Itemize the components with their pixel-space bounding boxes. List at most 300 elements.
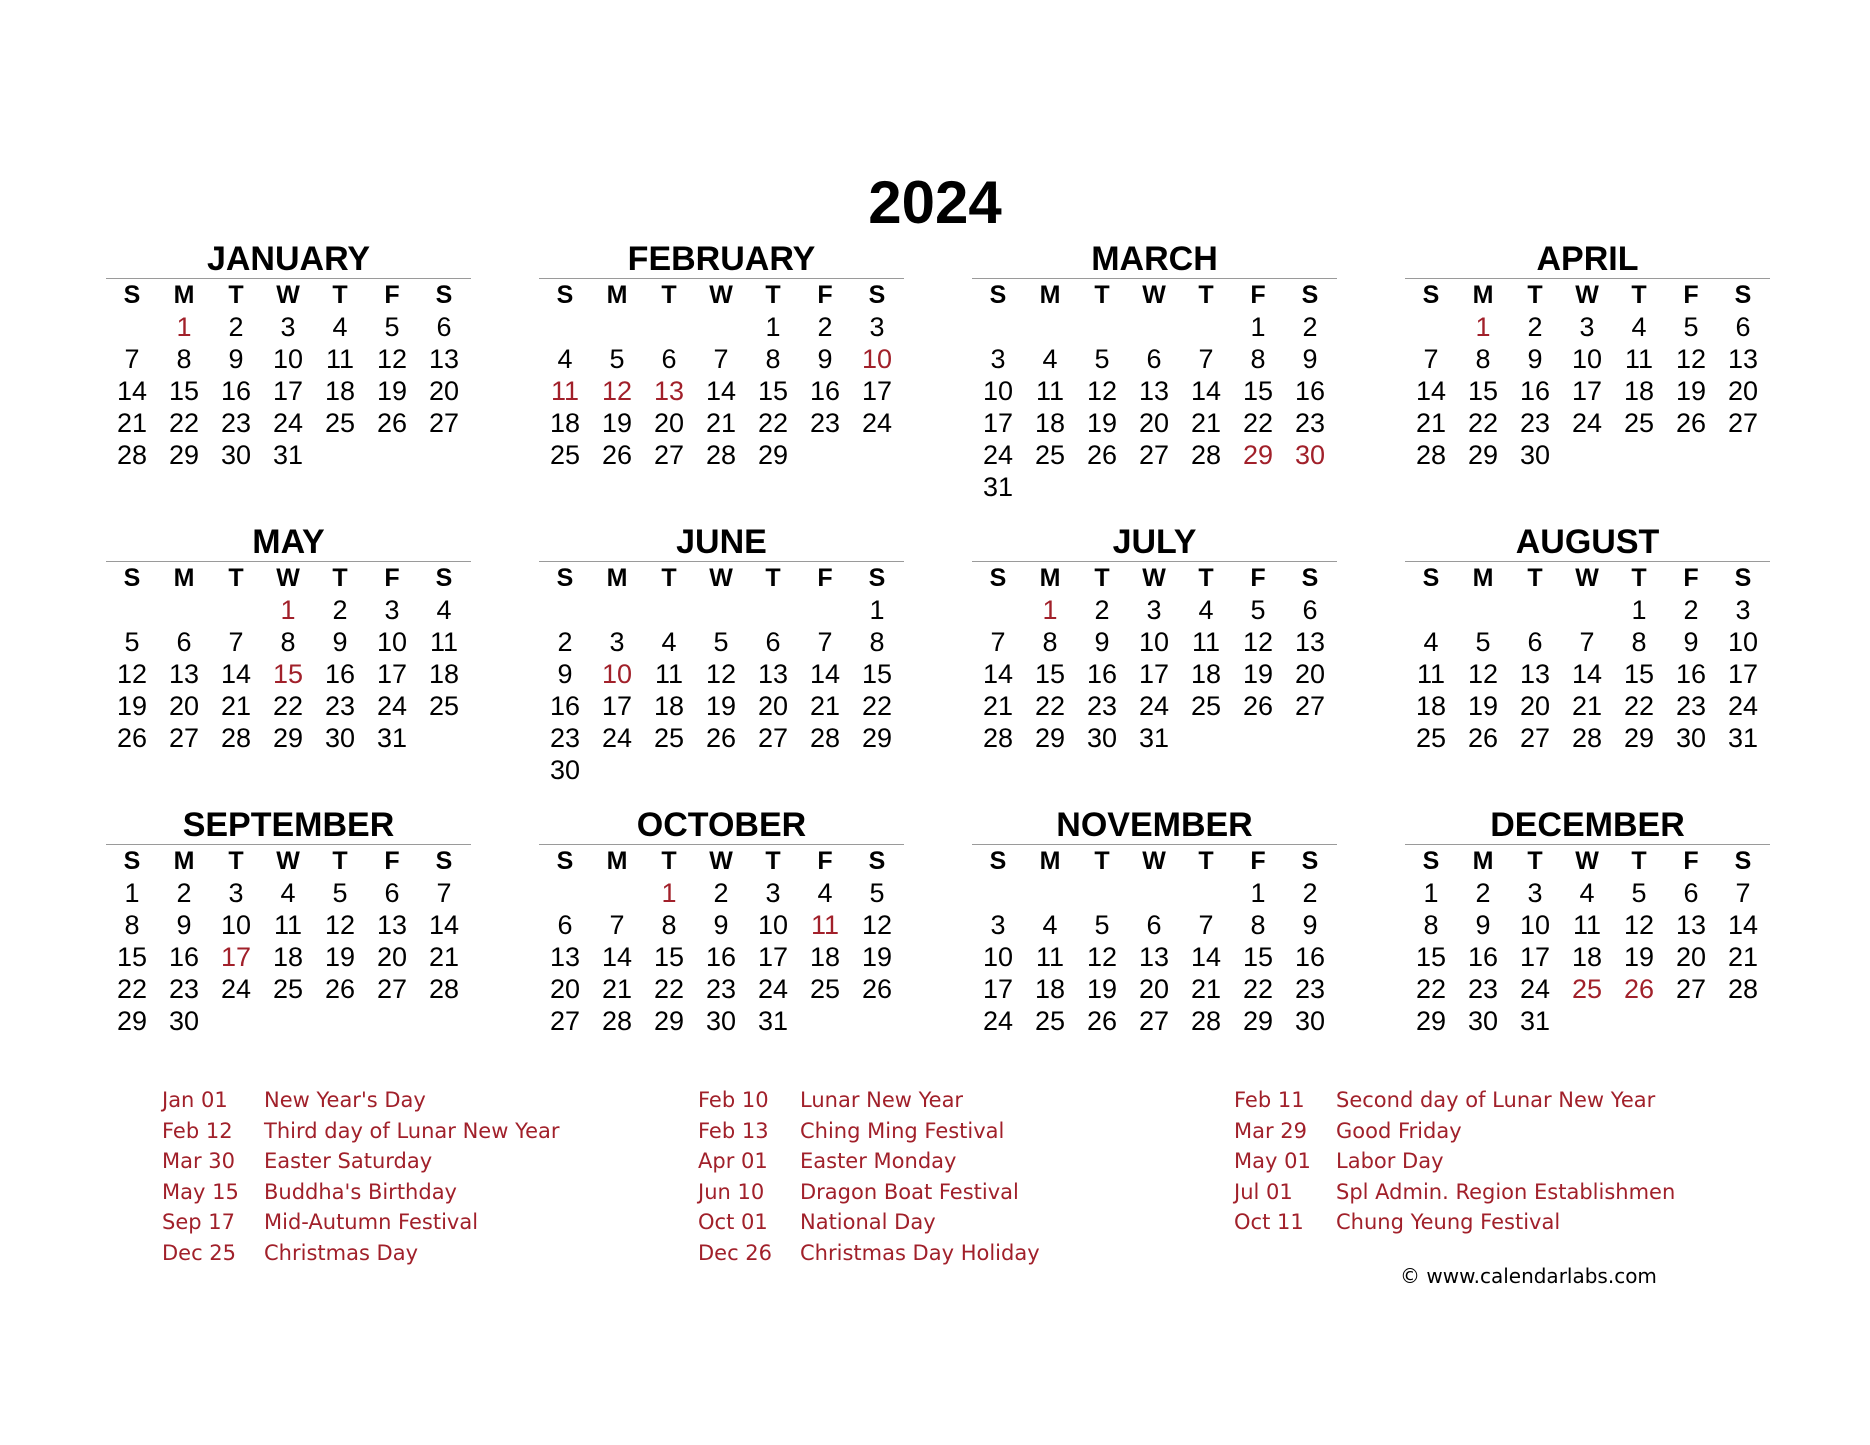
day-cell: 13 (1675, 910, 1707, 940)
day-cell: 4 (1579, 878, 1595, 908)
day-cell: 16 (1086, 659, 1118, 689)
day-cell: 11 (654, 659, 684, 689)
day-cell: 23 (1294, 408, 1326, 438)
weekday-header: S (556, 564, 574, 592)
month-september (106, 806, 471, 1037)
holiday-name: Mid-Autumn Festival (264, 1210, 479, 1235)
day-cell: 11 (1624, 344, 1654, 374)
day-cell: 20 (428, 376, 460, 406)
day-cell: 20 (1138, 408, 1170, 438)
day-cell: 7 (1198, 910, 1214, 940)
day-cell: 22 (1467, 408, 1499, 438)
day-cell: 5 (1475, 627, 1491, 657)
holiday-entry (162, 1207, 560, 1238)
day-cell: 9 (1527, 344, 1543, 374)
day-cell: 2 (332, 595, 348, 625)
holiday-day-cell: 12 (601, 376, 633, 406)
day-cell: 30 (220, 440, 252, 470)
weekday-header: T (765, 564, 781, 592)
day-cell: 28 (116, 440, 148, 470)
day-cell: 11 (1191, 627, 1221, 657)
day-cell: 26 (376, 408, 408, 438)
holiday-date: Oct 01 (698, 1210, 768, 1235)
day-cell: 8 (1475, 344, 1491, 374)
day-cell: 12 (705, 659, 737, 689)
day-cell: 4 (332, 312, 348, 342)
holiday-name: Labor Day (1336, 1149, 1444, 1174)
day-cell: 6 (436, 312, 452, 342)
day-cell: 2 (1302, 312, 1318, 342)
month-days-grid (106, 845, 471, 1037)
day-cell: 15 (1467, 376, 1499, 406)
holiday-name: Second day of Lunar New Year (1336, 1088, 1656, 1112)
day-cell: 14 (428, 910, 460, 940)
day-cell: 13 (1519, 659, 1551, 689)
day-cell: 31 (376, 723, 408, 753)
day-cell: 3 (765, 878, 781, 908)
day-cell: 7 (228, 627, 244, 657)
day-cell: 30 (324, 723, 356, 753)
weekday-header: T (1094, 847, 1110, 875)
day-cell: 15 (116, 942, 148, 972)
day-cell: 14 (1190, 376, 1222, 406)
holiday-entry (698, 1085, 1040, 1116)
month-name: SEPTEMBER (106, 806, 471, 845)
day-cell: 17 (1727, 659, 1759, 689)
day-cell: 27 (1519, 723, 1551, 753)
day-cell: 14 (982, 659, 1014, 689)
day-cell: 22 (1034, 691, 1066, 721)
day-cell: 30 (1086, 723, 1118, 753)
day-cell: 1 (124, 878, 140, 908)
holiday-column (162, 1085, 560, 1269)
day-cell: 25 (428, 691, 460, 721)
day-cell: 3 (609, 627, 625, 657)
holiday-name: Christmas Day Holiday (800, 1240, 1040, 1265)
day-cell: 2 (1094, 595, 1110, 625)
holiday-date: Dec 26 (698, 1240, 773, 1265)
empty-day-cell (1405, 594, 1457, 626)
day-cell: 16 (549, 691, 581, 721)
day-cell: 31 (1727, 723, 1759, 753)
day-cell: 22 (653, 974, 685, 1004)
weekday-header: M (1472, 847, 1494, 875)
weekday-header: W (1142, 847, 1166, 875)
day-cell: 2 (1475, 878, 1491, 908)
day-cell: 28 (428, 974, 460, 1004)
day-cell: 27 (757, 723, 789, 753)
day-cell: 21 (1727, 942, 1759, 972)
day-cell: 31 (1138, 723, 1170, 753)
day-cell: 21 (982, 691, 1014, 721)
day-cell: 25 (1623, 408, 1655, 438)
day-cell: 19 (1467, 691, 1499, 721)
weekday-header: S (123, 281, 141, 309)
day-cell: 2 (713, 878, 729, 908)
day-cell: 31 (272, 440, 304, 470)
day-cell: 11 (325, 344, 355, 374)
day-cell: 23 (1467, 974, 1499, 1004)
holiday-day-cell: 1 (1042, 595, 1058, 625)
day-cell: 16 (324, 659, 356, 689)
day-cell: 14 (1190, 942, 1222, 972)
holiday-entry (698, 1177, 1040, 1208)
empty-day-cell (1180, 311, 1232, 343)
day-cell: 5 (1683, 312, 1699, 342)
weekday-header: S (1734, 281, 1752, 309)
holiday-day-cell: 1 (1475, 312, 1491, 342)
day-cell: 16 (1467, 942, 1499, 972)
day-cell: 10 (982, 376, 1014, 406)
weekday-header: W (709, 847, 733, 875)
holiday-day-cell: 15 (272, 659, 304, 689)
holiday-name: Christmas Day (264, 1240, 419, 1265)
weekday-header: W (1575, 847, 1599, 875)
month-june (539, 523, 904, 786)
month-days-grid (972, 845, 1337, 1037)
month-name: NOVEMBER (972, 806, 1337, 845)
day-cell: 3 (228, 878, 244, 908)
day-cell: 25 (1034, 1006, 1066, 1036)
day-cell: 30 (1519, 440, 1551, 470)
empty-day-cell (747, 594, 799, 626)
holiday-day-cell: 26 (1623, 974, 1655, 1004)
weekday-header: T (1094, 281, 1110, 309)
empty-day-cell (972, 594, 1024, 626)
day-cell: 9 (557, 659, 573, 689)
day-cell: 4 (817, 878, 833, 908)
weekday-header: W (1575, 564, 1599, 592)
day-cell: 28 (809, 723, 841, 753)
day-cell: 21 (428, 942, 460, 972)
day-cell: 12 (116, 659, 148, 689)
day-cell: 20 (1519, 691, 1551, 721)
weekday-header: S (435, 281, 453, 309)
month-days-grid (539, 562, 904, 786)
day-cell: 23 (549, 723, 581, 753)
day-cell: 23 (1294, 974, 1326, 1004)
day-cell: 18 (1571, 942, 1603, 972)
day-cell: 27 (653, 440, 685, 470)
holiday-name: New Year's Day (264, 1088, 426, 1112)
day-cell: 11 (273, 910, 303, 940)
month-april (1405, 240, 1770, 471)
day-cell: 6 (661, 344, 677, 374)
holiday-date: Mar 30 (162, 1149, 236, 1174)
day-cell: 18 (1415, 691, 1447, 721)
empty-day-cell (1024, 311, 1076, 343)
day-cell: 19 (376, 376, 408, 406)
day-cell: 23 (1086, 691, 1118, 721)
day-cell: 16 (705, 942, 737, 972)
day-cell: 19 (1086, 974, 1118, 1004)
day-cell: 9 (228, 344, 244, 374)
empty-day-cell (539, 311, 591, 343)
weekday-header: M (606, 847, 628, 875)
empty-day-cell (695, 311, 747, 343)
day-cell: 4 (661, 627, 677, 657)
day-cell: 7 (124, 344, 140, 374)
day-cell: 28 (1571, 723, 1603, 753)
day-cell: 25 (1034, 440, 1066, 470)
day-cell: 23 (705, 974, 737, 1004)
holiday-entry (162, 1146, 560, 1177)
day-cell: 28 (1190, 440, 1222, 470)
day-cell: 27 (428, 408, 460, 438)
holiday-entry (698, 1116, 1040, 1147)
day-cell: 2 (176, 878, 192, 908)
copyright: © www.calendarlabs.com (1400, 1264, 1657, 1288)
empty-day-cell (539, 594, 591, 626)
day-cell: 1 (1250, 312, 1266, 342)
day-cell: 11 (1572, 910, 1602, 940)
day-cell: 23 (168, 974, 200, 1004)
day-cell: 18 (324, 376, 356, 406)
day-cell: 25 (549, 440, 581, 470)
weekday-header: S (435, 564, 453, 592)
month-february (539, 240, 904, 471)
day-cell: 27 (1294, 691, 1326, 721)
empty-day-cell (591, 877, 643, 909)
empty-day-cell (1457, 594, 1509, 626)
weekday-header: T (765, 847, 781, 875)
day-cell: 12 (324, 910, 356, 940)
day-cell: 3 (990, 344, 1006, 374)
holiday-entry (698, 1238, 1040, 1269)
day-cell: 19 (861, 942, 893, 972)
weekday-header: M (173, 281, 195, 309)
weekday-header: M (606, 564, 628, 592)
day-cell: 18 (1190, 659, 1222, 689)
day-cell: 10 (1727, 627, 1759, 657)
day-cell: 21 (1571, 691, 1603, 721)
day-cell: 17 (376, 659, 408, 689)
day-cell: 15 (1623, 659, 1655, 689)
month-days-grid (972, 562, 1337, 754)
weekday-header: F (1250, 847, 1266, 875)
day-cell: 27 (168, 723, 200, 753)
day-cell: 15 (653, 942, 685, 972)
weekday-header: F (817, 847, 833, 875)
day-cell: 2 (1527, 312, 1543, 342)
day-cell: 24 (1519, 974, 1551, 1004)
day-cell: 9 (1302, 910, 1318, 940)
day-cell: 30 (1294, 1006, 1326, 1036)
day-cell: 2 (228, 312, 244, 342)
day-cell: 30 (1467, 1006, 1499, 1036)
holiday-date: May 15 (162, 1179, 239, 1204)
day-cell: 5 (124, 627, 140, 657)
day-cell: 6 (1146, 344, 1162, 374)
holiday-day-cell: 10 (601, 659, 633, 689)
weekday-header: T (1527, 847, 1543, 875)
weekday-header: S (435, 847, 453, 875)
day-cell: 4 (557, 344, 573, 374)
empty-day-cell (643, 311, 695, 343)
weekday-header: S (123, 564, 141, 592)
day-cell: 24 (982, 1006, 1014, 1036)
day-cell: 4 (1631, 312, 1647, 342)
day-cell: 1 (765, 312, 781, 342)
day-cell: 28 (1190, 1006, 1222, 1036)
weekday-header: S (868, 281, 886, 309)
day-cell: 12 (1467, 659, 1499, 689)
day-cell: 14 (1727, 910, 1759, 940)
empty-day-cell (106, 311, 158, 343)
weekday-header: S (989, 281, 1007, 309)
day-cell: 5 (332, 878, 348, 908)
day-cell: 5 (1250, 595, 1266, 625)
day-cell: 2 (557, 627, 573, 657)
holiday-entry (162, 1085, 560, 1116)
weekday-header: T (661, 281, 677, 309)
day-cell: 8 (124, 910, 140, 940)
month-july (972, 523, 1337, 754)
day-cell: 16 (809, 376, 841, 406)
day-cell: 25 (1190, 691, 1222, 721)
day-cell: 14 (601, 942, 633, 972)
day-cell: 20 (376, 942, 408, 972)
weekday-header: W (276, 847, 300, 875)
day-cell: 2 (1302, 878, 1318, 908)
day-cell: 26 (324, 974, 356, 1004)
day-cell: 18 (809, 942, 841, 972)
weekday-header: T (1631, 281, 1647, 309)
weekday-header: S (868, 564, 886, 592)
empty-day-cell (972, 311, 1024, 343)
day-cell: 28 (982, 723, 1014, 753)
day-cell: 8 (765, 344, 781, 374)
day-cell: 7 (990, 627, 1006, 657)
day-cell: 21 (220, 691, 252, 721)
day-cell: 15 (1415, 942, 1447, 972)
holiday-entry (162, 1177, 560, 1208)
weekday-header: S (1301, 281, 1319, 309)
day-cell: 30 (168, 1006, 200, 1036)
day-cell: 19 (601, 408, 633, 438)
weekday-header: S (556, 847, 574, 875)
holiday-name: Spl Admin. Region Establishmen (1336, 1179, 1676, 1204)
weekday-header: T (1094, 564, 1110, 592)
day-cell: 17 (601, 691, 633, 721)
day-cell: 24 (1138, 691, 1170, 721)
day-cell: 15 (1034, 659, 1066, 689)
day-cell: 13 (1138, 942, 1170, 972)
holiday-date: Dec 25 (162, 1240, 237, 1265)
weekday-header: M (1039, 281, 1061, 309)
day-cell: 12 (1086, 942, 1118, 972)
holiday-name: Chung Yeung Festival (1336, 1210, 1561, 1235)
weekday-header: W (276, 281, 300, 309)
day-cell: 3 (280, 312, 296, 342)
day-cell: 27 (1727, 408, 1759, 438)
holiday-entry (162, 1238, 560, 1269)
day-cell: 18 (272, 942, 304, 972)
weekday-header: F (1683, 847, 1699, 875)
day-cell: 21 (116, 408, 148, 438)
day-cell: 19 (1086, 408, 1118, 438)
day-cell: 7 (1579, 627, 1595, 657)
day-cell: 26 (861, 974, 893, 1004)
holiday-name: Buddha's Birthday (264, 1179, 457, 1204)
weekday-header: T (765, 281, 781, 309)
day-cell: 3 (1527, 878, 1543, 908)
day-cell: 2 (1683, 595, 1699, 625)
day-cell: 7 (1735, 878, 1751, 908)
day-cell: 18 (549, 408, 581, 438)
day-cell: 17 (272, 376, 304, 406)
day-cell: 20 (1675, 942, 1707, 972)
day-cell: 29 (1415, 1006, 1447, 1036)
weekday-header: F (1250, 281, 1266, 309)
day-cell: 8 (661, 910, 677, 940)
holiday-date: May 01 (1234, 1149, 1311, 1174)
day-cell: 11 (1416, 659, 1446, 689)
day-cell: 10 (982, 942, 1014, 972)
holiday-day-cell: 29 (1242, 440, 1274, 470)
empty-day-cell (1180, 877, 1232, 909)
empty-day-cell (1076, 877, 1128, 909)
weekday-header: T (661, 847, 677, 875)
weekday-header: S (1734, 847, 1752, 875)
day-cell: 19 (1623, 942, 1655, 972)
day-cell: 27 (1675, 974, 1707, 1004)
day-cell: 24 (376, 691, 408, 721)
empty-day-cell (695, 594, 747, 626)
day-cell: 13 (1138, 376, 1170, 406)
day-cell: 25 (1415, 723, 1447, 753)
day-cell: 15 (168, 376, 200, 406)
empty-day-cell (591, 311, 643, 343)
day-cell: 18 (428, 659, 460, 689)
day-cell: 3 (384, 595, 400, 625)
day-cell: 26 (705, 723, 737, 753)
weekday-header: F (384, 847, 400, 875)
day-cell: 7 (1198, 344, 1214, 374)
holiday-day-cell: 11 (550, 376, 580, 406)
month-name: MARCH (972, 240, 1337, 279)
day-cell: 21 (1190, 408, 1222, 438)
day-cell: 4 (1042, 910, 1058, 940)
month-may (106, 523, 471, 754)
day-cell: 29 (757, 440, 789, 470)
holiday-name: Ching Ming Festival (800, 1118, 1005, 1143)
day-cell: 14 (116, 376, 148, 406)
empty-day-cell (158, 594, 210, 626)
day-cell: 7 (609, 910, 625, 940)
weekday-header: W (709, 281, 733, 309)
empty-day-cell (1561, 594, 1613, 626)
day-cell: 7 (713, 344, 729, 374)
day-cell: 20 (168, 691, 200, 721)
day-cell: 12 (1086, 376, 1118, 406)
holiday-date: Jun 10 (698, 1179, 765, 1204)
month-october (539, 806, 904, 1037)
day-cell: 17 (1519, 942, 1551, 972)
weekday-header: S (1301, 847, 1319, 875)
day-cell: 28 (1415, 440, 1447, 470)
weekday-header: S (556, 281, 574, 309)
weekday-header: M (1039, 847, 1061, 875)
month-days-grid (106, 562, 471, 754)
weekday-header: S (123, 847, 141, 875)
day-cell: 20 (757, 691, 789, 721)
day-cell: 24 (757, 974, 789, 1004)
month-name: APRIL (1405, 240, 1770, 279)
day-cell: 7 (817, 627, 833, 657)
weekday-header: F (1683, 564, 1699, 592)
day-cell: 13 (1727, 344, 1759, 374)
